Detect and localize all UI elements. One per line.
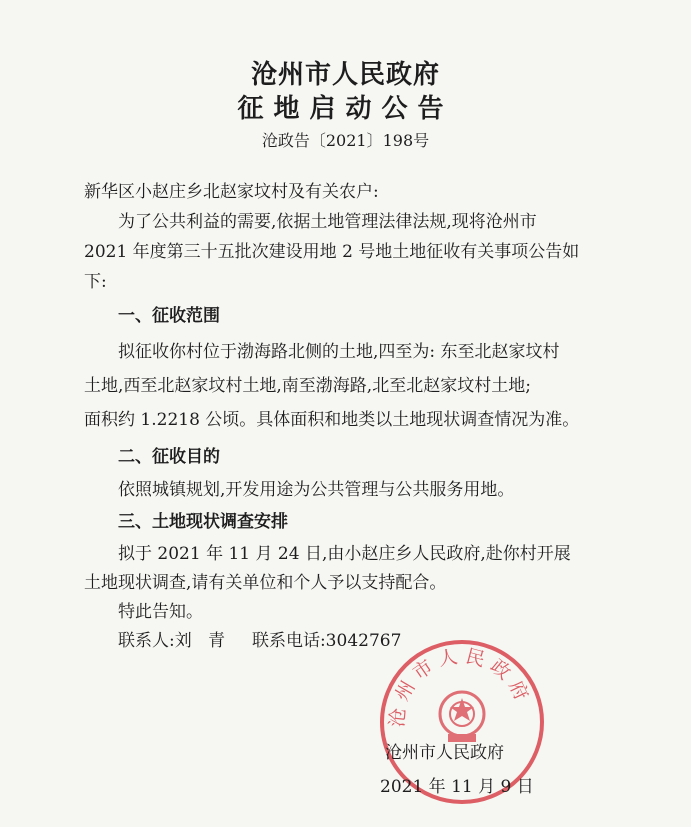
intro-line: 下: (84, 272, 107, 292)
signer-name: 沧州市人民政府 (385, 743, 504, 763)
intro-line: 2021 年度第三十五批次建设用地 2 号地土地征收有关事项公告如 (84, 242, 580, 262)
section1-line: 土地,西至北赵家坟村土地,南至渤海路,北至北赵家坟村土地; (84, 376, 531, 396)
closing-text: 特此告知。 (118, 602, 203, 622)
issuer-title: 沧州市人民政府 (250, 60, 440, 90)
emblem-icon (440, 692, 484, 742)
section3-line: 拟于 2021 年 11 月 24 日,由小赵庄乡人民政府,赴你村开展 (118, 544, 571, 564)
notice-title: 征地启动公告 (237, 94, 454, 124)
intro-line: 为了公共利益的需要,依据土地管理法律法规,现将沧州市 (118, 212, 537, 232)
section3-line: 土地现状调查,请有关单位和个人予以支持配合。 (84, 573, 447, 593)
document-number: 沧政告〔2021〕198号 (261, 131, 430, 150)
section1-line: 拟征收你村位于渤海路北侧的土地,四至为: 东至北赵家坟村 (118, 342, 560, 362)
signature-date: 2021 年 11 月 9 日 (380, 777, 534, 797)
section-heading-purpose: 二、征收目的 (118, 447, 220, 467)
section2-line: 依照城镇规划,开发用途为公共管理与公共服务用地。 (118, 480, 515, 500)
seal-text: 沧州市人民政府 (386, 644, 536, 729)
addressee: 新华区小赵庄乡北赵家坟村及有关农户: (84, 182, 379, 202)
section-heading-scope: 一、征收范围 (118, 306, 220, 326)
section1-line: 面积约 1.2218 公顷。具体面积和地类以土地现状调查情况为准。 (84, 410, 580, 430)
section-heading-survey: 三、土地现状调查安排 (118, 512, 288, 532)
contact-info: 联系人:刘 青 联系电话:3042767 (118, 631, 402, 651)
